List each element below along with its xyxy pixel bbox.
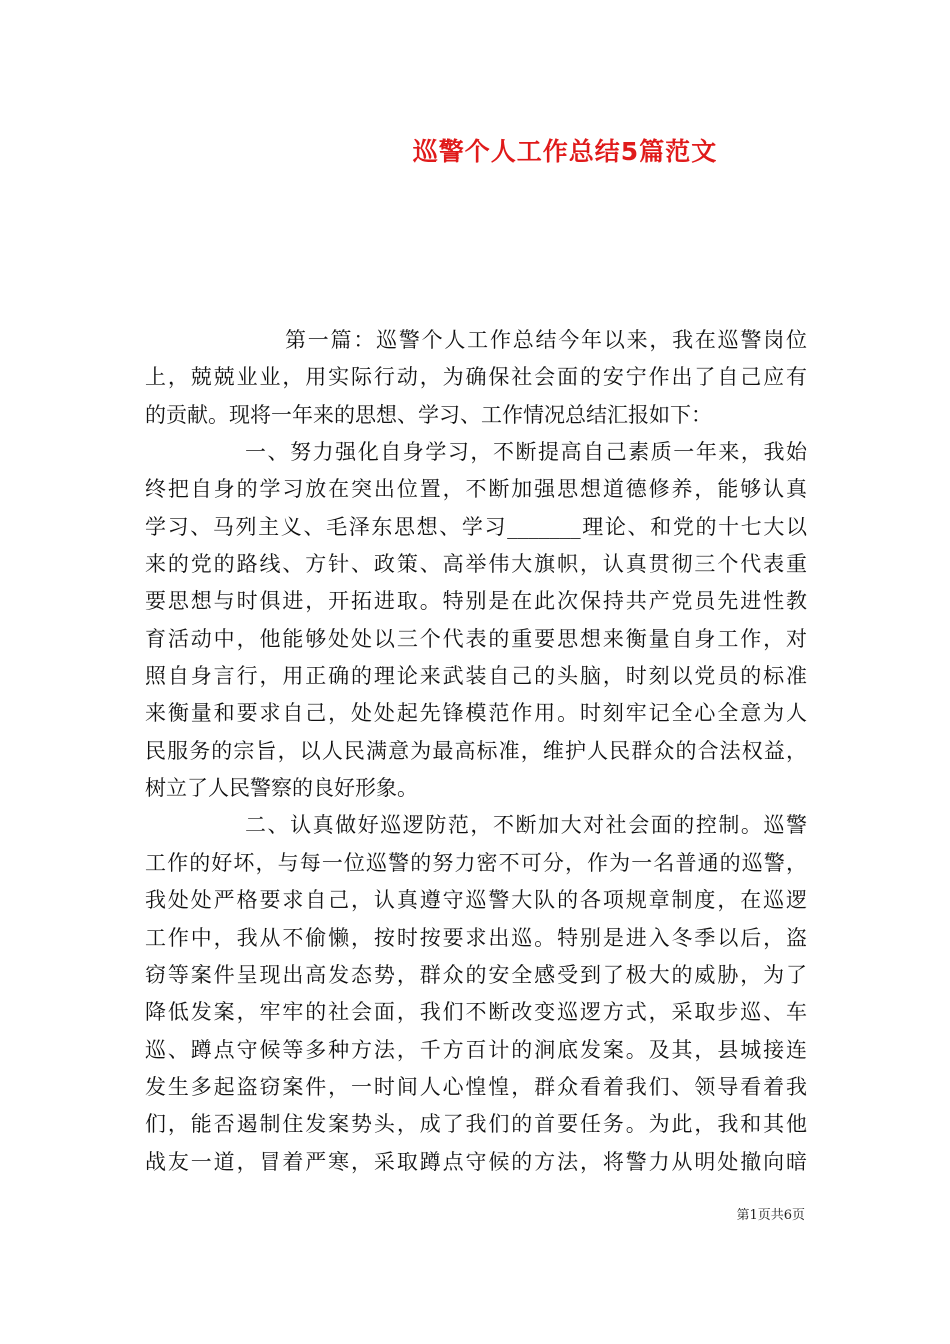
text-line: 工作的好坏，与每一位巡警的努力密不可分，作为一名普通的巡警， xyxy=(145,850,807,875)
text-line: 二、认真做好巡逻防范，不断加大对社会面的控制。巡警 xyxy=(245,813,807,838)
text-line: 第一篇：巡警个人工作总结今年以来，我在巡警岗位 xyxy=(285,328,807,352)
text-line: 照自身言行，用正确的理论来武装自己的头脑，时刻以党员的标准 xyxy=(145,664,807,689)
text-line: 降低发案，牢牢的社会面，我们不断改变巡逻方式，采取步巡、车 xyxy=(145,1000,807,1025)
paragraph-1 xyxy=(145,322,807,434)
text-line: 巡、蹲点守候等多种方法，千方百计的涧底发案。及其，县城接连 xyxy=(145,1037,807,1062)
text-line: 育活动中，他能够处处以三个代表的重要思想来衡量自身工作，对 xyxy=(145,626,807,651)
text-line: 发生多起盗窃案件，一时间人心惶惶，群众看着我们、领导看着我 xyxy=(145,1074,807,1099)
paragraph-2 xyxy=(145,434,807,807)
text-line: 窃等案件呈现出高发态势，群众的安全感受到了极大的威胁，为了 xyxy=(145,962,807,987)
text-line: 民服务的宗旨，以人民满意为最高标准，维护人民群众的合法权益， xyxy=(145,738,807,763)
text-line: 学习、马列主义、毛泽东思想、学习_______理论、和党的十七大以 xyxy=(145,514,807,539)
text-line: 工作中，我从不偷懒，按时按要求出巡。特别是进入冬季以后，盗 xyxy=(145,925,807,950)
text-line: 来衡量和要求自己，处处起先锋模范作用。时刻牢记全心全意为人 xyxy=(145,701,807,726)
text-line: 一、努力强化自身学习，不断提高自己素质一年来，我始 xyxy=(245,440,807,465)
document-title: 巡警个人工作总结5篇范文 xyxy=(412,137,718,166)
text-line: 要思想与时俱进，开拓进取。特别是在此次保持共产党员先进性教 xyxy=(145,589,807,614)
document-body xyxy=(145,322,807,1181)
text-line: 终把自身的学习放在突出位置，不断加强思想道德修养，能够认真 xyxy=(145,477,807,502)
text-line: 来的党的路线、方针、政策、高举伟大旗帜，认真贯彻三个代表重 xyxy=(145,552,807,577)
text-line: 上，兢兢业业，用实际行动，为确保社会面的安宁作出了自己应有 xyxy=(145,365,807,390)
text-line: 的贡献。现将一年来的思想、学习、工作情况总结汇报如下： xyxy=(145,402,712,427)
text-line: 战友一道，冒着严寒，采取蹲点守候的方法，将警力从明处撤向暗 xyxy=(145,1149,807,1174)
text-line: 们，能否遏制住发案势头，成了我们的首要任务。为此，我和其他 xyxy=(145,1112,807,1137)
text-line: 树立了人民警察的良好形象。 xyxy=(145,776,418,801)
page-number: 第1页共6页 xyxy=(736,1208,805,1223)
text-line: 我处处严格要求自己，认真遵守巡警大队的各项规章制度，在巡逻 xyxy=(145,888,807,913)
paragraph-3 xyxy=(145,807,807,1180)
